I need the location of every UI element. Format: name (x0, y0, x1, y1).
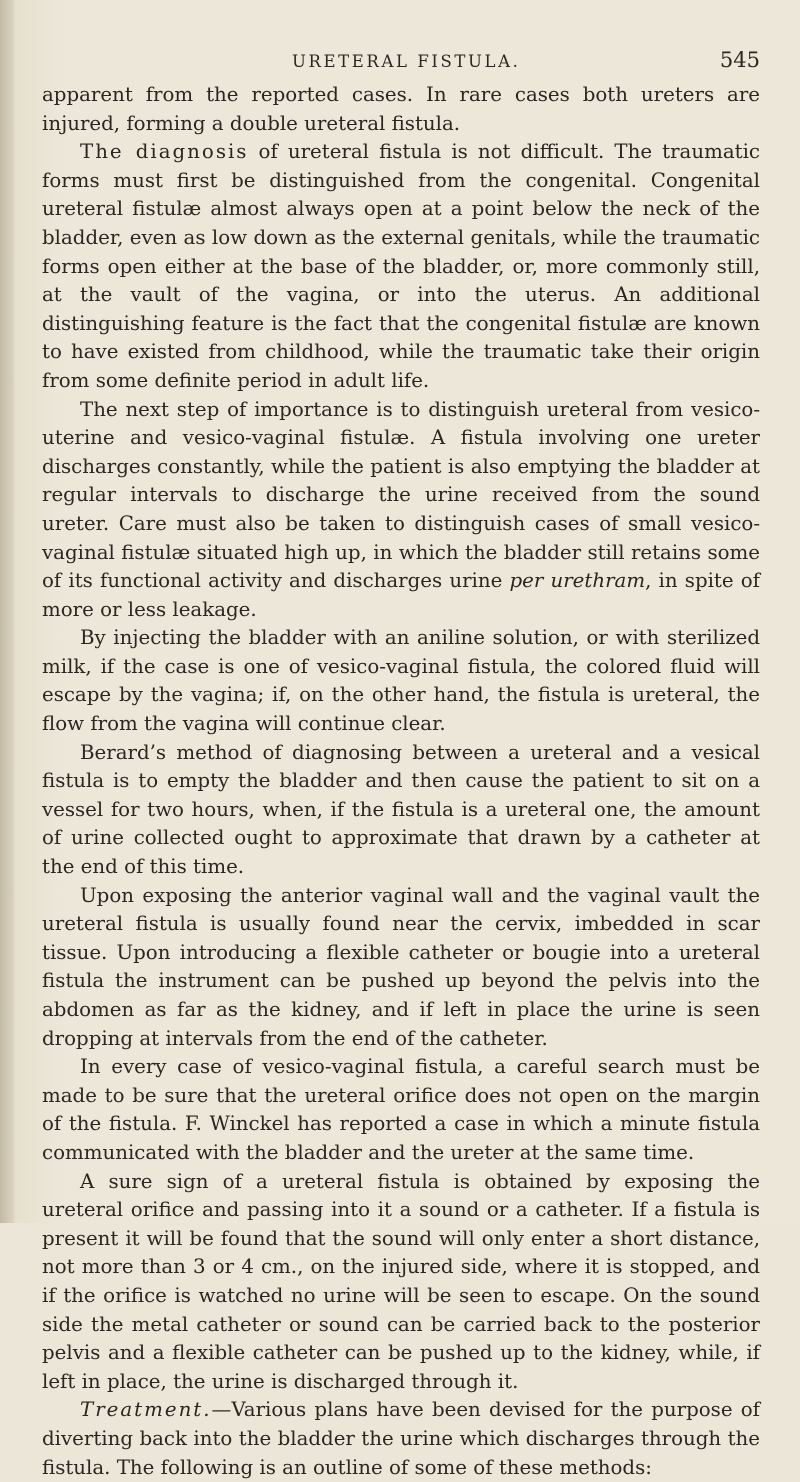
paragraph-text: The next step of importance is to distinguish ureteral from vesico-uterine and vesico-vaginal fistulæ. A fistula involving one ureter discharges constantly, while the patient is also emptying the bladder at regular intervals to discharge the urine received from the sound ureter. Care must also be taken to distinguish cases of small vesico-vaginal fistulæ situated high up, in which the bladder still retains some of its functional activity and discharges urine (42, 397, 760, 593)
paragraph-text: By injecting the bladder with an aniline solution, or with sterilized milk, if the case is one of vesico-vaginal fistula, the colored fluid will escape by the vagina; if, on the other hand, the fistula is ureteral, the flow from the vagina will continue clear. (42, 626, 760, 736)
body-text (42, 81, 760, 1482)
paragraph (42, 1168, 760, 1397)
paragraph (42, 739, 760, 882)
paragraph-text: —Various plans have been devised for the purpose of diverting back into the bladder the urine which discharges through the fistula. The following is an outline of some of these methods: (42, 1398, 760, 1479)
paragraph (42, 624, 760, 738)
paragraph (42, 1396, 760, 1482)
paragraph (42, 138, 760, 395)
italic-term: per urethram (509, 569, 646, 593)
paragraph (42, 1053, 760, 1167)
paragraph (42, 882, 760, 1054)
paragraph-text: apparent from the reported cases. In rare cases both ureters are injured, forming a double ureteral fistula. (42, 83, 760, 135)
paragraph-lead: Treatment. (80, 1398, 212, 1422)
paragraph-lead: The diagnosis (80, 140, 249, 164)
paragraph-text: In every case of vesico-vaginal fistula, a careful search must be made to be sure that the ureteral orifice does not open on the margin of the fistula. F. Winckel has reported a case in which a minute fistula communicated with the bladder and the ureter at the same time. (42, 1055, 760, 1164)
page-header (42, 48, 760, 80)
paragraph-text: , in spite of more or less leakage. (42, 569, 760, 621)
paragraph-text: of ureteral fistula is not difficult. The traumatic forms must first be distinguished from the congenital. Congenital ureteral fistulæ almost always open at a point below the neck of the bladder, even as low down as the external genitals, while the traumatic forms open either at the base of the bladder, or, more commonly still, at the vault of the vagina, or into the uterus. An additional distinguishing feature is the fact that the congenital fistulæ are known to have existed from childhood, while the traumatic take their origin from some definite period in adult life. (42, 140, 760, 392)
paragraph-text: Upon exposing the anterior vaginal wall and the vaginal vault the ureteral fistula is usually found near the cervix, imbedded in scar tissue. Upon introducing a flexible catheter or bougie into a ureteral fistula the instrument can be pushed up beyond the pelvis into the abdomen as far as the kidney, and if left in place the urine is seen dropping at intervals from the end of the catheter. (42, 883, 760, 1050)
paragraph-text: Berard’s method of diagnosing between a ureteral and a vesical fistula is to empty the bladder and then cause the patient to sit on a vessel for two hours, when, if the fistula is a ureteral one, the amount of urine collected ought to approximate that drawn by a catheter at the end of this time. (42, 740, 760, 879)
page-number: 545 (719, 48, 760, 72)
paragraph (42, 81, 760, 138)
paragraph-text: A sure sign of a ureteral fistula is obtained by exposing the ureteral orifice and passing into it a sound or a catheter. If a fistula is present it will be found that the sound will only enter a short distance, not more than 3 or 4 cm., on the injured side, where it is stopped, and if the orifice is watched no urine will be seen to escape. On the sound side the metal catheter or sound can be carried back to the posterior pelvis and a flexible catheter can be pushed up to the kidney, while, if left in place, the urine is discharged through it. (42, 1169, 760, 1393)
running-head: URETERAL FISTULA. (292, 52, 521, 71)
paragraph (42, 396, 760, 625)
page-edge-shadow (0, 0, 14, 1223)
